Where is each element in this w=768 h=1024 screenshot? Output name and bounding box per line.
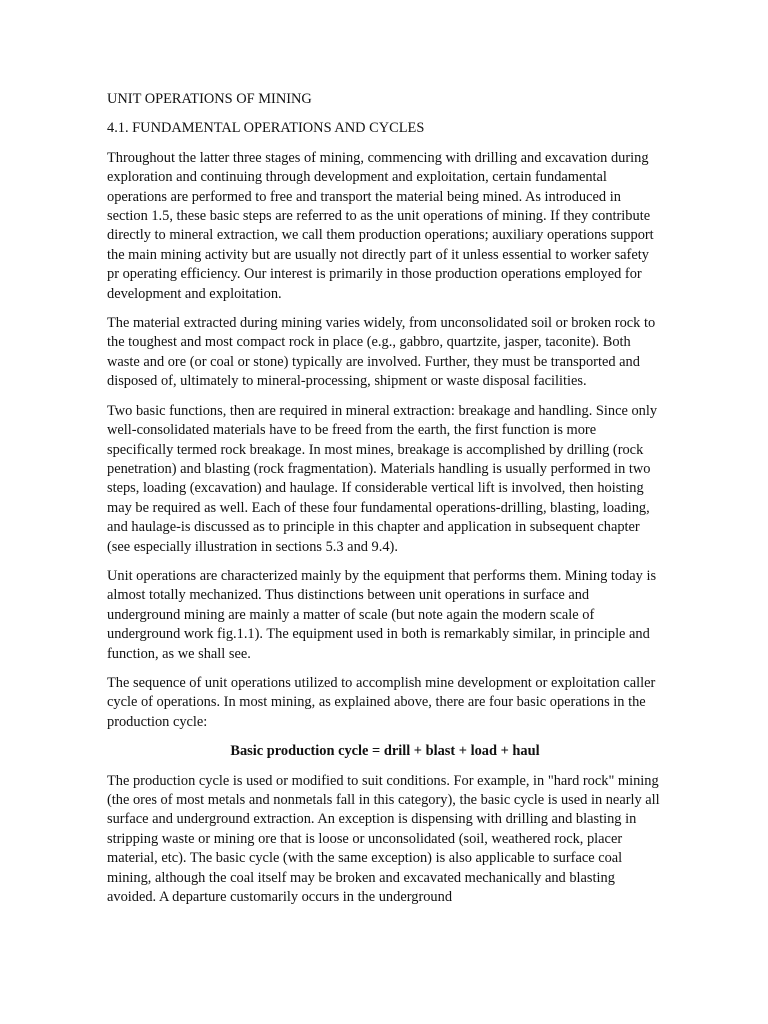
paragraph-1: Throughout the latter three stages of mining, commencing with drilling and excavation during exploration and continuing through development and exploitation, certain fundamental operations are performed to free and transport the material being mined. As introduced in section 1.5, these basic steps are referred to as the unit operations of mining. If they contribute directly to mineral extraction, we call them production operations; auxiliary operations support the main mining activity but are usually not directly part of it unless essential to worker safety pr operating efficiency. Our interest is primarily in those production operations employed for development and exploitation.	[107, 149, 654, 302]
paragraph-3: Two basic functions, then are required in mineral extraction: breakage and handling. Since only well-consolidated materials have to be freed from the earth, the first function is more specifically termed rock breakage. In most mines, breakage is accomplished by drilling (rock penetration) and blasting (rock fragmentation). Materials handling is usually performed in two steps, loading (excavation) and haulage. If considerable vertical lift is involved, then hoisting may be required as well. Each of these four fundamental operations-drilling, blasting, loading, and haulage-is discussed as to principle in this chapter and application in subsequent chapter (see especially illustration in sections 5.3 and 9.4).	[107, 402, 658, 555]
production-cycle-formula: Basic production cycle = drill + blast + load + haul	[230, 743, 540, 760]
paragraph-4: Unit operations are characterized mainly by the equipment that performs them. Mining today is almost totally mechanized. Thus distinctions between unit operations in surface and underground mining are mainly a matter of scale (but note again the modern scale of underground work fig.1.1). The equipment used in both is remarkably similar, in principle and function, as we shall see.	[107, 567, 657, 662]
paragraph-6: The production cycle is used or modified to suit conditions. For example, in "hard rock" mining (the ores of most metals and nonmetals fall in this category), the basic cycle is used in nearly all surface and underground extraction. An exception is dispensing with drilling and blasting in stripping waste or mining ore that is loose or unconsolidated (soil, weathered rock, placer material, etc). The basic cycle (with the same exception) is also applicable to surface coal mining, although the coal itself may be broken and excavated mechanically and blasting avoided. A departure customarily occurs in the underground	[107, 772, 660, 906]
document-title: UNIT OPERATIONS OF MINING	[107, 91, 312, 107]
document-page	[107, 90, 663, 917]
section-heading: 4.1. FUNDAMENTAL OPERATIONS AND CYCLES	[107, 120, 425, 137]
paragraph-5: The sequence of unit operations utilized to accomplish mine development or exploitation caller cycle of operations. In most mining, as explained above, there are four basic operations in the production cycle:	[107, 674, 656, 730]
paragraph-2: The material extracted during mining varies widely, from unconsolidated soil or broken rock to the toughest and most compact rock in place (e.g., gabbro, quartzite, jasper, taconite). Both waste and ore (or coal or stone) typically are involved. Further, they must be transported and disposed of, ultimately to mineral-processing, shipment or waste disposal facilities.	[107, 315, 656, 390]
